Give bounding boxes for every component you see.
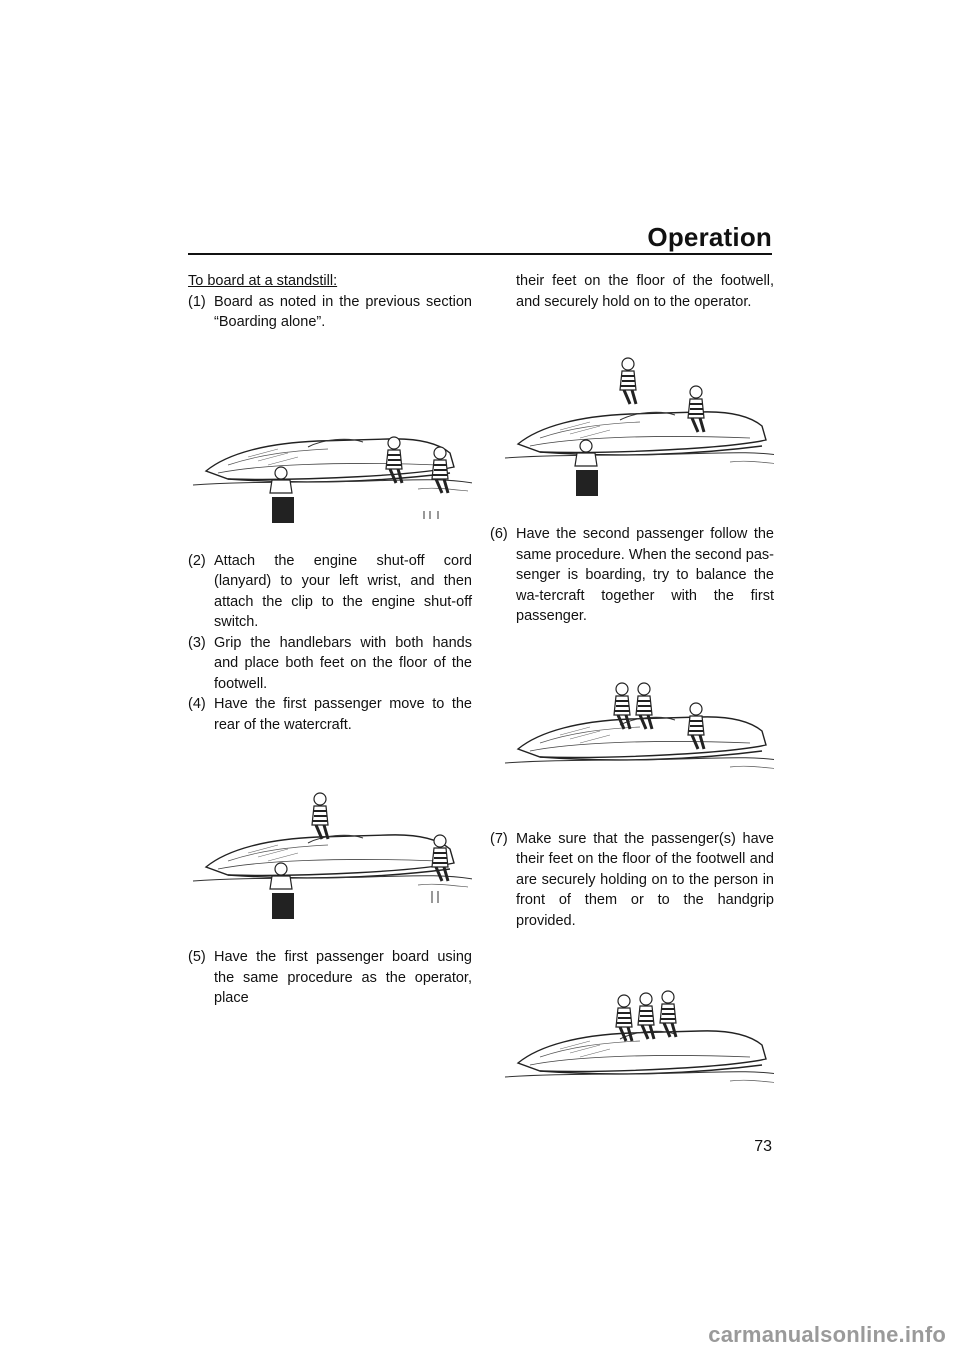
step-number: (2) [188, 552, 206, 569]
step-6 [490, 524, 774, 627]
step-1 [188, 292, 472, 313]
page-number: 73 [754, 1138, 772, 1155]
step-7 [490, 829, 774, 932]
step-4 [188, 694, 472, 735]
step-text: Have the second passenger follow the same procedure. When the second pas-senger is boarding, try to balance the wa-tercraft together with the first passenger. [516, 526, 774, 624]
watermark: carmanualsonline.info [708, 1322, 946, 1347]
operator-boarding-with-passenger-in-water-figure [188, 379, 472, 529]
step-2 [188, 551, 472, 633]
step-5-continuation: their feet on the floor of the footwell, and securely hold on to the operator. [516, 273, 774, 310]
title-rule [188, 253, 772, 255]
step-text: Board as noted in the previous section [214, 293, 472, 310]
step-text: Have the first passenger board using the same procedure as the operator, place [214, 949, 472, 1006]
passenger-moving-to-rear-figure [188, 775, 472, 925]
left-column [188, 271, 472, 1009]
first-passenger-boarding-figure [490, 352, 774, 502]
section-subheading: To board at a standstill: [188, 273, 338, 289]
step-1-continuation: “Boarding alone”. [214, 314, 326, 330]
step-text: Make sure that the passenger(s) have their feet on the floor of the footwell and are securely holding on to the person in front of them or to the handgrip provided. [516, 830, 774, 929]
right-column [490, 271, 774, 1117]
step-number: (5) [188, 949, 206, 965]
second-passenger-boarding-figure [490, 657, 774, 807]
step-text: Have the first passenger move to the rear of the watercraft. [214, 696, 472, 733]
step-text: Grip the handlebars with both hands and place both feet on the floor of the footwell. [214, 634, 472, 692]
page-title: Operation [647, 222, 772, 252]
step-number: (4) [188, 696, 206, 712]
step-text: Attach the engine shut-off cord (lanyard) to your left wrist, and then attach the clip to the engine shut-off switch. [214, 552, 472, 630]
step-number: (1) [188, 293, 206, 310]
step-3 [188, 633, 472, 695]
step-5 [188, 947, 472, 1009]
step-number: (6) [490, 526, 508, 542]
step-number: (7) [490, 830, 508, 847]
three-riders-seated-figure [490, 967, 774, 1117]
step-number: (3) [188, 634, 206, 651]
